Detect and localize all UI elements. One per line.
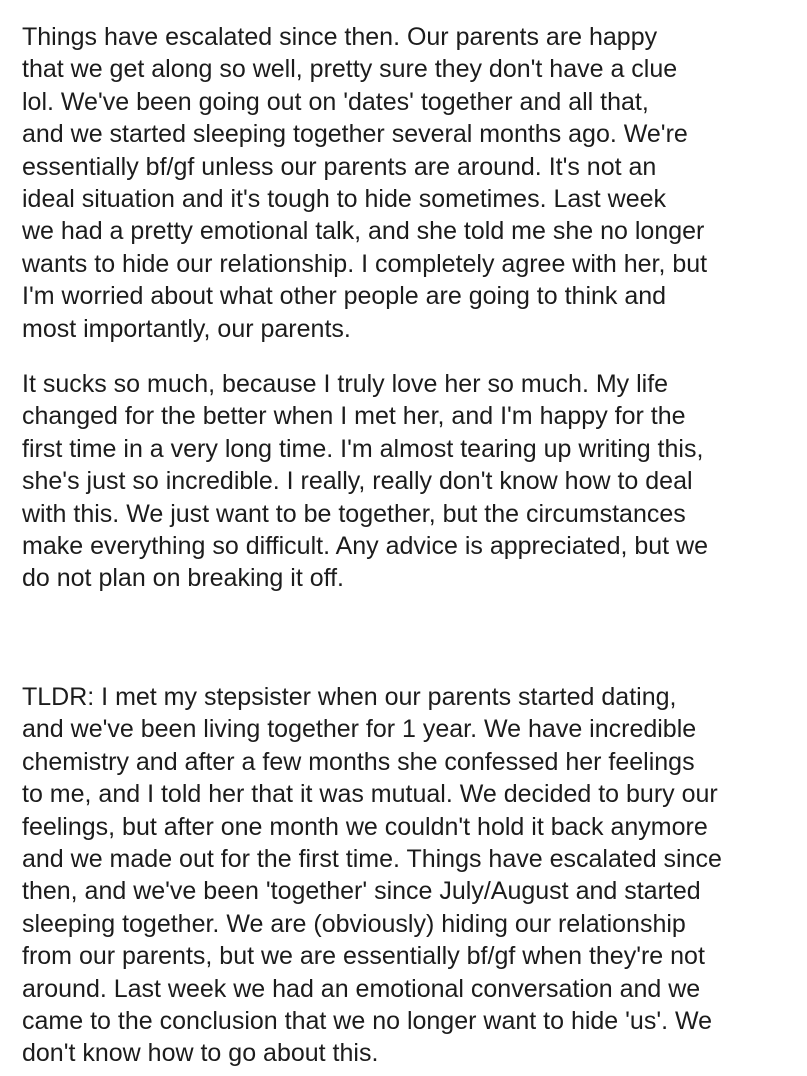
text-line: and we made out for the first time. Things have escalated since [22, 845, 722, 874]
text-line: do not plan on breaking it off. [22, 564, 344, 593]
text-line: then, and we've been 'together' since July/August and started [22, 877, 701, 906]
text-line: sleeping together. We are (obviously) hiding our relationship [22, 909, 686, 938]
body-paragraph-2 [22, 368, 708, 595]
text-line: make everything so difficult. Any advice is appreciated, but we [22, 532, 709, 561]
text-line: TLDR: I met my stepsister when our parents started dating, [22, 683, 677, 711]
text-line: changed for the better when I met her, and I'm happy for the [22, 402, 686, 431]
text-line: I'm worried about what other people are going to think and [22, 282, 667, 311]
body-paragraph-1 [22, 21, 707, 345]
text-line: lol. We've been going out on 'dates' together and all that, [22, 87, 649, 116]
text-line: and we've been living together for 1 year. We have incredible [22, 715, 697, 744]
tldr-paragraph [22, 681, 722, 1070]
text-line: most importantly, our parents. [22, 314, 351, 343]
text-line: Things have escalated since then. Our parents are happy [22, 23, 658, 51]
text-line: with this. We just want to be together, but the circumstances [22, 499, 686, 528]
text-line: that we get along so well, pretty sure they don't have a clue [22, 55, 678, 84]
text-line: wants to hide our relationship. I completely agree with her, but [22, 249, 708, 278]
text-line: first time in a very long time. I'm almost tearing up writing this, [22, 434, 704, 463]
text-line: essentially bf/gf unless our parents are around. It's not an [22, 152, 657, 181]
text-line: to me, and I told her that it was mutual. We decided to bury our [22, 780, 718, 809]
text-line: feelings, but after one month we couldn't hold it back anymore [22, 812, 708, 841]
text-line: came to the conclusion that we no longer want to hide 'us'. We [22, 1007, 713, 1036]
text-line: from our parents, but we are essentially bf/gf when they're not [22, 942, 705, 971]
text-line: chemistry and after a few months she confessed her feelings [22, 747, 695, 776]
text-line: It sucks so much, because I truly love her so much. My life [22, 370, 669, 398]
text-line: we had a pretty emotional talk, and she told me she no longer [22, 217, 705, 246]
text-line: she's just so incredible. I really, really don't know how to deal [22, 467, 693, 496]
text-line: don't know how to go about this. [22, 1039, 379, 1068]
text-line: around. Last week we had an emotional conversation and we [22, 974, 701, 1003]
text-line: ideal situation and it's tough to hide sometimes. Last week [22, 185, 667, 214]
text-line: and we started sleeping together several months ago. We're [22, 120, 688, 149]
